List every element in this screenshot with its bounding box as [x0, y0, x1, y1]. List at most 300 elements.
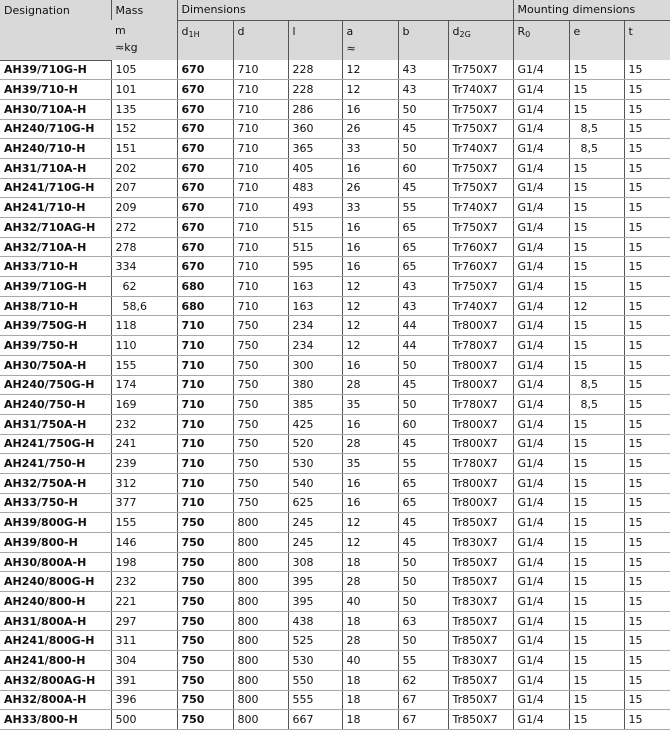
mass-cell: 304 [111, 651, 177, 671]
a-cell: 16 [342, 99, 398, 119]
t-cell: 15 [624, 513, 670, 533]
table-row [0, 670, 670, 690]
l-cell: 380 [288, 375, 342, 395]
mass-cell: 232 [111, 572, 177, 592]
t-cell: 15 [624, 119, 670, 139]
a-symbol: a [346, 24, 354, 38]
d2g-cell: Tr800X7 [448, 414, 513, 434]
d2g-subscript: 2G [459, 29, 471, 39]
b-cell: 45 [398, 375, 448, 395]
t-cell: 15 [624, 316, 670, 336]
table-row [0, 119, 670, 139]
d1h-cell: 710 [177, 355, 233, 375]
d2g-cell: Tr830X7 [448, 651, 513, 671]
designation-cell: AH30/750A-H [0, 355, 111, 375]
d1h-cell: 710 [177, 336, 233, 356]
d1h-cell: 670 [177, 257, 233, 277]
mass-cell: 272 [111, 218, 177, 238]
d-cell: 800 [233, 710, 288, 730]
r0-cell: G1/4 [513, 60, 569, 80]
d-cell: 750 [233, 434, 288, 454]
d2g-cell: Tr800X7 [448, 375, 513, 395]
designation-cell: AH31/710A-H [0, 158, 111, 178]
t-cell: 15 [624, 592, 670, 612]
e-cell: 15 [569, 592, 624, 612]
designation-cell: AH39/750G-H [0, 316, 111, 336]
table-row [0, 60, 670, 80]
d2g-cell: Tr850X7 [448, 611, 513, 631]
e-cell: 15 [569, 316, 624, 336]
mass-cell: 151 [111, 139, 177, 159]
a-cell: 16 [342, 414, 398, 434]
t-cell: 15 [624, 99, 670, 119]
l-cell: 595 [288, 257, 342, 277]
a-cell: 12 [342, 513, 398, 533]
e-cell: 15 [569, 631, 624, 651]
d2g-cell: Tr850X7 [448, 670, 513, 690]
table-row [0, 533, 670, 553]
d1h-cell: 680 [177, 296, 233, 316]
table-row [0, 375, 670, 395]
d-cell: 750 [233, 316, 288, 336]
d-cell: 710 [233, 60, 288, 80]
designation-cell: AH32/710A-H [0, 237, 111, 257]
mass-cell: 334 [111, 257, 177, 277]
a-cell: 28 [342, 375, 398, 395]
d1h-cell: 670 [177, 80, 233, 100]
a-cell: 12 [342, 296, 398, 316]
t-cell: 15 [624, 611, 670, 631]
table-row [0, 178, 670, 198]
b-cell: 67 [398, 710, 448, 730]
a-cell: 26 [342, 178, 398, 198]
d1h-cell: 670 [177, 119, 233, 139]
r0-cell: G1/4 [513, 651, 569, 671]
d1h-cell: 680 [177, 277, 233, 297]
b-header: b [398, 20, 448, 60]
d2g-cell: Tr830X7 [448, 533, 513, 553]
d1h-cell: 670 [177, 198, 233, 218]
e-cell: 15 [569, 218, 624, 238]
a-cell: 12 [342, 336, 398, 356]
l-cell: 234 [288, 316, 342, 336]
l-cell: 540 [288, 473, 342, 493]
designation-cell: AH240/750-H [0, 395, 111, 415]
e-cell: 8,5 [569, 119, 624, 139]
designation-cell: AH30/710A-H [0, 99, 111, 119]
mass-cell: 118 [111, 316, 177, 336]
table-row [0, 611, 670, 631]
l-cell: 228 [288, 80, 342, 100]
b-cell: 43 [398, 80, 448, 100]
e-cell: 15 [569, 493, 624, 513]
d2g-cell: Tr800X7 [448, 316, 513, 336]
d-cell: 750 [233, 336, 288, 356]
t-cell: 15 [624, 690, 670, 710]
table-row [0, 355, 670, 375]
r0-cell: G1/4 [513, 513, 569, 533]
e-cell: 15 [569, 60, 624, 80]
d-cell: 710 [233, 218, 288, 238]
table-row [0, 690, 670, 710]
mass-cell: 202 [111, 158, 177, 178]
e-cell: 8,5 [569, 375, 624, 395]
d2g-cell: Tr750X7 [448, 277, 513, 297]
d2g-cell: Tr800X7 [448, 355, 513, 375]
e-cell: 15 [569, 99, 624, 119]
d-cell: 710 [233, 99, 288, 119]
mass-cell: 241 [111, 434, 177, 454]
d-cell: 750 [233, 375, 288, 395]
mass-cell: 174 [111, 375, 177, 395]
d1h-cell: 670 [177, 178, 233, 198]
d1h-cell: 670 [177, 60, 233, 80]
t-cell: 15 [624, 454, 670, 474]
l-cell: 438 [288, 611, 342, 631]
d2g-cell: Tr740X7 [448, 198, 513, 218]
t-cell: 15 [624, 651, 670, 671]
e-cell: 15 [569, 178, 624, 198]
d2g-cell: Tr750X7 [448, 158, 513, 178]
designation-cell: AH32/750A-H [0, 473, 111, 493]
d2g-cell: Tr850X7 [448, 572, 513, 592]
d1h-cell: 670 [177, 218, 233, 238]
l-cell: 483 [288, 178, 342, 198]
table-row [0, 513, 670, 533]
r0-header [513, 20, 569, 60]
r0-subscript: 0 [525, 29, 531, 39]
t-cell: 15 [624, 710, 670, 730]
b-cell: 60 [398, 158, 448, 178]
d-cell: 800 [233, 533, 288, 553]
l-cell: 245 [288, 533, 342, 553]
table-row [0, 218, 670, 238]
d2g-symbol: d [452, 24, 460, 38]
dimensions-header: Dimensions [177, 0, 513, 20]
designation-cell: AH38/710-H [0, 296, 111, 316]
r0-cell: G1/4 [513, 572, 569, 592]
l-cell: 493 [288, 198, 342, 218]
e-cell: 15 [569, 572, 624, 592]
d2g-cell: Tr750X7 [448, 178, 513, 198]
mass-unit: ≈kg [115, 41, 138, 54]
mass-cell: 169 [111, 395, 177, 415]
d1h-cell: 750 [177, 651, 233, 671]
d1h-cell: 710 [177, 414, 233, 434]
table-row [0, 710, 670, 730]
l-cell: 245 [288, 513, 342, 533]
l-cell: 425 [288, 414, 342, 434]
d2g-cell: Tr750X7 [448, 60, 513, 80]
mass-cell: 62 [111, 277, 177, 297]
a-cell: 16 [342, 237, 398, 257]
table-row [0, 395, 670, 415]
b-cell: 45 [398, 434, 448, 454]
l-cell: 515 [288, 237, 342, 257]
a-cell: 28 [342, 631, 398, 651]
d-cell: 750 [233, 395, 288, 415]
d-cell: 800 [233, 690, 288, 710]
a-cell: 12 [342, 316, 398, 336]
designation-cell: AH39/750-H [0, 336, 111, 356]
d1h-cell: 710 [177, 395, 233, 415]
e-cell: 15 [569, 454, 624, 474]
l-cell: 385 [288, 395, 342, 415]
r0-cell: G1/4 [513, 710, 569, 730]
table-row [0, 434, 670, 454]
d1h-cell: 750 [177, 552, 233, 572]
table-row [0, 631, 670, 651]
d-header: d [233, 20, 288, 60]
table-row [0, 198, 670, 218]
d-cell: 710 [233, 277, 288, 297]
b-cell: 55 [398, 651, 448, 671]
b-cell: 45 [398, 178, 448, 198]
d1h-cell: 750 [177, 670, 233, 690]
d1h-cell: 710 [177, 473, 233, 493]
a-cell: 12 [342, 80, 398, 100]
d1h-cell: 750 [177, 572, 233, 592]
table-row [0, 552, 670, 572]
t-cell: 15 [624, 198, 670, 218]
mass-cell: 198 [111, 552, 177, 572]
designation-cell: AH39/800-H [0, 533, 111, 553]
b-cell: 43 [398, 296, 448, 316]
r0-cell: G1/4 [513, 99, 569, 119]
table-row [0, 99, 670, 119]
d1h-cell: 710 [177, 493, 233, 513]
mass-cell: 297 [111, 611, 177, 631]
d-cell: 710 [233, 178, 288, 198]
b-cell: 50 [398, 99, 448, 119]
d1h-cell: 750 [177, 690, 233, 710]
a-cell: 16 [342, 473, 398, 493]
b-cell: 44 [398, 336, 448, 356]
a-cell: 18 [342, 710, 398, 730]
d-cell: 750 [233, 454, 288, 474]
t-cell: 15 [624, 670, 670, 690]
t-header: t [624, 20, 670, 60]
e-cell: 15 [569, 257, 624, 277]
b-cell: 62 [398, 670, 448, 690]
designation-cell: AH30/800A-H [0, 552, 111, 572]
e-cell: 15 [569, 690, 624, 710]
l-cell: 163 [288, 277, 342, 297]
t-cell: 15 [624, 237, 670, 257]
mass-cell: 58,6 [111, 296, 177, 316]
r0-cell: G1/4 [513, 690, 569, 710]
t-cell: 15 [624, 395, 670, 415]
table-body [0, 60, 670, 729]
e-cell: 15 [569, 533, 624, 553]
l-cell: 395 [288, 592, 342, 612]
e-cell: 15 [569, 198, 624, 218]
mass-cell: 311 [111, 631, 177, 651]
mass-symbol-header [111, 20, 177, 60]
t-cell: 15 [624, 631, 670, 651]
mass-cell: 155 [111, 513, 177, 533]
t-cell: 15 [624, 493, 670, 513]
a-cell: 16 [342, 257, 398, 277]
d1h-cell: 750 [177, 533, 233, 553]
table-row [0, 336, 670, 356]
designation-cell: AH33/800-H [0, 710, 111, 730]
e-cell: 15 [569, 670, 624, 690]
b-cell: 55 [398, 454, 448, 474]
d1h-cell: 750 [177, 611, 233, 631]
r0-cell: G1/4 [513, 592, 569, 612]
table-row [0, 572, 670, 592]
designation-cell: AH31/800A-H [0, 611, 111, 631]
b-cell: 65 [398, 237, 448, 257]
d2g-cell: Tr750X7 [448, 218, 513, 238]
b-cell: 67 [398, 690, 448, 710]
b-cell: 60 [398, 414, 448, 434]
mass-cell: 221 [111, 592, 177, 612]
d1h-cell: 750 [177, 710, 233, 730]
designation-cell: AH241/750G-H [0, 434, 111, 454]
e-cell: 15 [569, 710, 624, 730]
mass-cell: 396 [111, 690, 177, 710]
b-cell: 45 [398, 513, 448, 533]
r0-cell: G1/4 [513, 473, 569, 493]
designation-cell: AH39/710G-H [0, 277, 111, 297]
l-cell: 228 [288, 60, 342, 80]
a-cell: 35 [342, 395, 398, 415]
l-cell: 360 [288, 119, 342, 139]
r0-cell: G1/4 [513, 257, 569, 277]
l-cell: 530 [288, 454, 342, 474]
r0-cell: G1/4 [513, 395, 569, 415]
table-row [0, 316, 670, 336]
e-cell: 15 [569, 237, 624, 257]
designation-cell: AH241/800-H [0, 651, 111, 671]
table-row [0, 158, 670, 178]
a-cell: 33 [342, 198, 398, 218]
designation-cell: AH241/800G-H [0, 631, 111, 651]
mass-cell: 232 [111, 414, 177, 434]
t-cell: 15 [624, 60, 670, 80]
table-row [0, 414, 670, 434]
b-cell: 50 [398, 572, 448, 592]
t-cell: 15 [624, 414, 670, 434]
r0-cell: G1/4 [513, 158, 569, 178]
e-cell: 15 [569, 336, 624, 356]
r0-cell: G1/4 [513, 80, 569, 100]
l-cell: 555 [288, 690, 342, 710]
b-cell: 50 [398, 355, 448, 375]
table-row [0, 493, 670, 513]
designation-cell: AH240/710G-H [0, 119, 111, 139]
designation-cell: AH241/710G-H [0, 178, 111, 198]
a-cell: 33 [342, 139, 398, 159]
r0-cell: G1/4 [513, 454, 569, 474]
designation-cell: AH32/800AG-H [0, 670, 111, 690]
e-cell: 15 [569, 277, 624, 297]
d-cell: 750 [233, 355, 288, 375]
l-cell: 515 [288, 218, 342, 238]
b-cell: 65 [398, 218, 448, 238]
d-cell: 800 [233, 572, 288, 592]
d1h-subscript: 1H [188, 29, 200, 39]
d2g-cell: Tr750X7 [448, 119, 513, 139]
t-cell: 15 [624, 336, 670, 356]
r0-cell: G1/4 [513, 414, 569, 434]
r0-cell: G1/4 [513, 119, 569, 139]
e-cell: 15 [569, 434, 624, 454]
designation-cell: AH33/710-H [0, 257, 111, 277]
d-cell: 800 [233, 592, 288, 612]
b-cell: 50 [398, 592, 448, 612]
d-cell: 800 [233, 552, 288, 572]
d2g-cell: Tr850X7 [448, 513, 513, 533]
designation-cell: AH39/800G-H [0, 513, 111, 533]
r0-cell: G1/4 [513, 434, 569, 454]
designation-cell: AH240/750G-H [0, 375, 111, 395]
d-cell: 710 [233, 198, 288, 218]
e-header: e [569, 20, 624, 60]
designation-cell: AH33/750-H [0, 493, 111, 513]
t-cell: 15 [624, 158, 670, 178]
d2g-cell: Tr740X7 [448, 80, 513, 100]
d-cell: 710 [233, 139, 288, 159]
mounting-dimensions-header: Mounting dimensions [513, 0, 670, 20]
r0-cell: G1/4 [513, 375, 569, 395]
mass-cell: 110 [111, 336, 177, 356]
e-cell: 8,5 [569, 139, 624, 159]
e-cell: 15 [569, 80, 624, 100]
r0-cell: G1/4 [513, 198, 569, 218]
r0-cell: G1/4 [513, 218, 569, 238]
l-cell: 525 [288, 631, 342, 651]
d2g-cell: Tr740X7 [448, 139, 513, 159]
d2g-cell: Tr800X7 [448, 473, 513, 493]
e-cell: 15 [569, 611, 624, 631]
e-cell: 15 [569, 552, 624, 572]
d2g-cell: Tr850X7 [448, 631, 513, 651]
r0-cell: G1/4 [513, 139, 569, 159]
e-cell: 15 [569, 513, 624, 533]
d2g-cell: Tr850X7 [448, 690, 513, 710]
d2g-cell: Tr750X7 [448, 99, 513, 119]
mass-header: Mass [111, 0, 177, 20]
d1h-cell: 750 [177, 631, 233, 651]
designation-cell: AH31/750A-H [0, 414, 111, 434]
a-cell: 16 [342, 493, 398, 513]
l-cell: 625 [288, 493, 342, 513]
r0-cell: G1/4 [513, 670, 569, 690]
r0-cell: G1/4 [513, 316, 569, 336]
d1h-cell: 670 [177, 99, 233, 119]
b-cell: 43 [398, 277, 448, 297]
b-cell: 65 [398, 473, 448, 493]
b-cell: 65 [398, 493, 448, 513]
l-cell: 308 [288, 552, 342, 572]
a-cell: 16 [342, 218, 398, 238]
mass-cell: 155 [111, 355, 177, 375]
mass-cell: 152 [111, 119, 177, 139]
d1h-cell: 710 [177, 454, 233, 474]
mass-cell: 209 [111, 198, 177, 218]
t-cell: 15 [624, 552, 670, 572]
table-row [0, 139, 670, 159]
d2g-cell: Tr850X7 [448, 552, 513, 572]
t-cell: 15 [624, 375, 670, 395]
r0-cell: G1/4 [513, 355, 569, 375]
table-row [0, 473, 670, 493]
e-cell: 15 [569, 651, 624, 671]
b-cell: 55 [398, 198, 448, 218]
